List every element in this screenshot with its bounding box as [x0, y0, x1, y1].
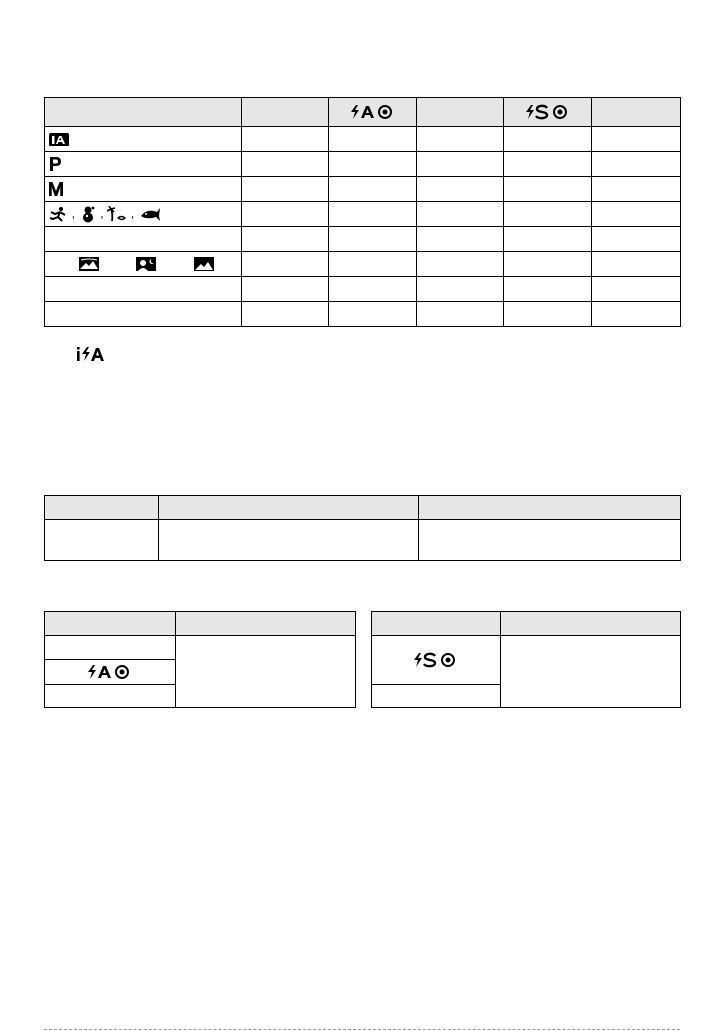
mode-cell [45, 177, 242, 202]
cell [242, 302, 329, 327]
landscape-icon [78, 256, 100, 272]
cell [159, 520, 419, 561]
cell [417, 227, 504, 252]
cell [45, 685, 176, 708]
cell [45, 636, 176, 660]
cell [417, 252, 504, 277]
mode-cell [45, 277, 242, 302]
cell [242, 227, 329, 252]
cell [592, 202, 681, 227]
cell [504, 177, 592, 202]
cell [329, 277, 417, 302]
cell [417, 127, 504, 152]
shutter-speed-table-left [44, 611, 356, 708]
intelligent-auto-icon [48, 131, 70, 147]
header-cell-slow-red-eye [504, 98, 592, 127]
cell [329, 302, 417, 327]
cell [504, 252, 592, 277]
cell [329, 202, 417, 227]
table-row [372, 636, 681, 685]
cell [419, 520, 681, 561]
table-row [45, 202, 681, 227]
cell [242, 202, 329, 227]
cell [329, 177, 417, 202]
footnote [76, 345, 110, 363]
cell [592, 252, 681, 277]
underwater-icon [138, 206, 160, 222]
mode-cell [45, 302, 242, 327]
cell [504, 127, 592, 152]
table-row [45, 152, 681, 177]
cell [592, 277, 681, 302]
flash-slow-red-eye-icon [413, 652, 459, 668]
table-row [45, 636, 356, 660]
header-cell-auto-red-eye [329, 98, 417, 127]
night-portrait-icon [135, 256, 157, 272]
cell [417, 152, 504, 177]
range-header-cell [419, 496, 681, 520]
flash-auto-red-eye-icon [87, 664, 133, 680]
cell [45, 660, 176, 685]
cell [417, 177, 504, 202]
cell [242, 127, 329, 152]
header-cell [176, 612, 356, 636]
beach-icon [107, 206, 127, 222]
header-cell-forced-off [592, 98, 681, 127]
table-row [45, 277, 681, 302]
cell [329, 227, 417, 252]
cell [176, 636, 356, 708]
cell [242, 152, 329, 177]
manual-m-icon [48, 181, 64, 197]
sports-icon [48, 206, 68, 222]
night-landscape-icon [193, 256, 215, 272]
table-row [45, 127, 681, 152]
cell [242, 252, 329, 277]
cell [417, 302, 504, 327]
mode-cell: , , , [45, 202, 242, 227]
cell [242, 277, 329, 302]
cell [504, 227, 592, 252]
cell [45, 520, 159, 561]
cell [592, 177, 681, 202]
table-row [45, 520, 681, 561]
range-header-cell [45, 496, 159, 520]
table-row [45, 252, 681, 277]
header-cell-forced-on [417, 98, 504, 127]
page-bottom-rule [44, 1029, 680, 1030]
cell [372, 685, 501, 708]
program-p-icon [48, 156, 62, 172]
header-cell [372, 612, 501, 636]
intelligent-flash-auto-icon [76, 346, 110, 362]
table-row [45, 177, 681, 202]
cell [329, 127, 417, 152]
cell [501, 636, 681, 708]
shutter-speed-table-right [371, 611, 681, 708]
cell [592, 227, 681, 252]
flash-auto-red-eye-icon [350, 104, 396, 120]
header-cell-mode [45, 98, 242, 127]
range-header-cell [159, 496, 419, 520]
cell [504, 277, 592, 302]
cell [504, 302, 592, 327]
header-cell-auto [242, 98, 329, 127]
cell [417, 202, 504, 227]
cell [242, 177, 329, 202]
table-row [45, 227, 681, 252]
flash-slow-red-eye-icon [525, 104, 571, 120]
cell [504, 202, 592, 227]
cell [329, 252, 417, 277]
table-row [45, 302, 681, 327]
snow-icon [79, 205, 97, 223]
cell [372, 636, 501, 685]
cell [329, 152, 417, 177]
cell [417, 277, 504, 302]
cell [592, 127, 681, 152]
header-cell [45, 612, 176, 636]
cell [504, 152, 592, 177]
mode-cell [45, 152, 242, 177]
cell [592, 152, 681, 177]
flash-range-table [44, 495, 681, 561]
mode-cell [45, 227, 242, 252]
flash-mode-table [44, 97, 681, 327]
mode-cell [45, 127, 242, 152]
mode-cell [45, 252, 242, 277]
cell [592, 302, 681, 327]
header-cell [501, 612, 681, 636]
